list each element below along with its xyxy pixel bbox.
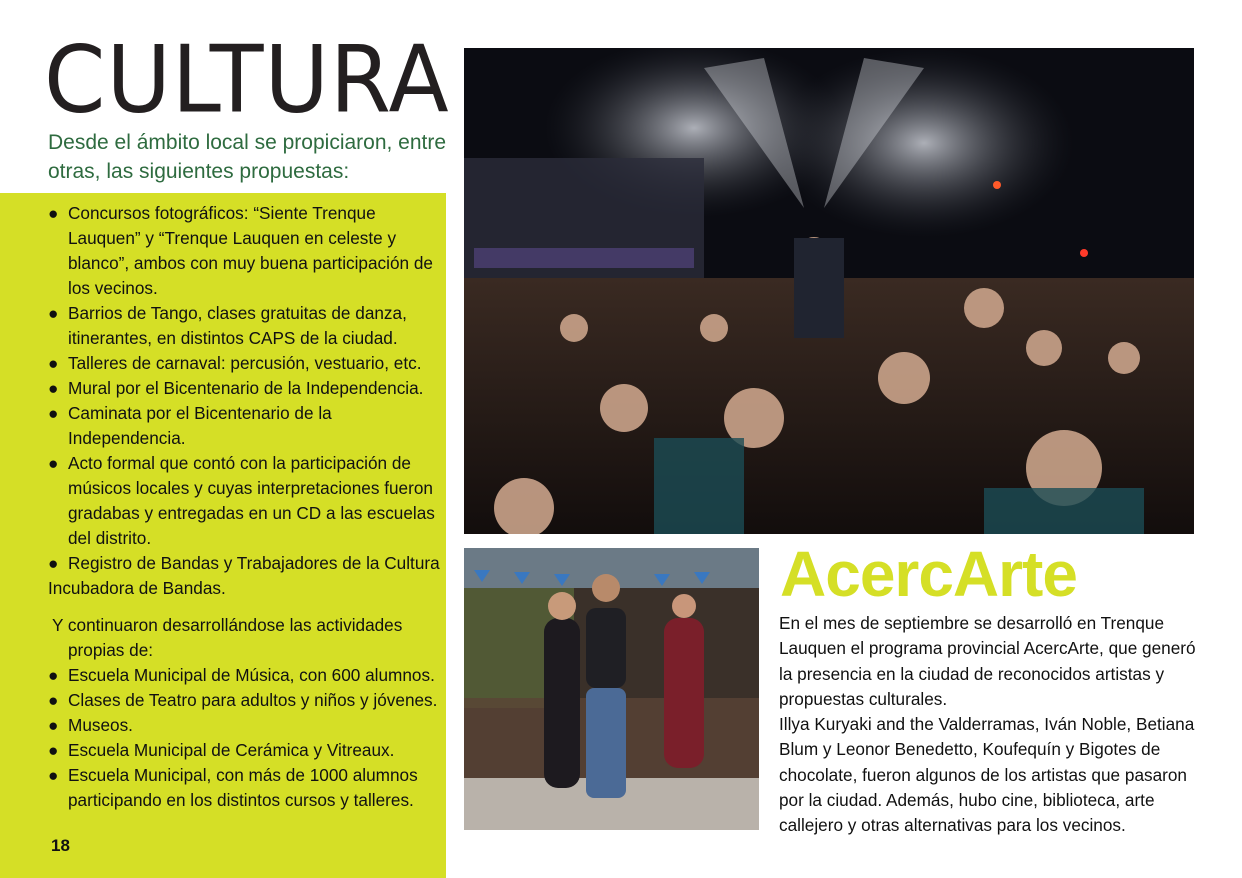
- acercarte-body: [779, 611, 1204, 839]
- acercarte-paragraph-1: En el mes de septiembre se desarrolló en Trenque Lauquen el programa provincial AcercArte, que generó la presencia en la ciudad de reconocidos artistas y propuestas culturales.: [779, 613, 1196, 709]
- acercarte-paragraph-2: Illya Kuryaki and the Valderramas, Iván Noble, Betiana Blum y Leonor Benedetto, Koufequín y Bigotes de chocolate, fueron algunos de los artistas que pasaron por la ciudad. Además, hubo cine, biblioteca, arte callejero y otras alternativas para los vecinos.: [779, 714, 1195, 836]
- list-item: ● Clases de Teatro para adultos y niños y jóvenes.: [48, 688, 443, 713]
- bullet-icon: ●: [48, 765, 59, 785]
- tango-dancers-illustration: [464, 548, 759, 830]
- bullet-icon: ●: [48, 690, 59, 710]
- bullet-icon: ●: [48, 715, 59, 735]
- continued-intro: Y continuaron desarrollándose las actividades propias de:: [52, 615, 403, 660]
- bullet-icon: ●: [48, 353, 59, 373]
- bullet-icon: ●: [48, 403, 59, 423]
- page-number: 18: [51, 836, 70, 855]
- list-item: ● Concursos fotográficos: “Siente Trenque Lauquen” y “Trenque Lauquen en celeste y blanco”, ambos con muy buena participación de los vecinos.: [48, 203, 433, 298]
- bullet-icon: ●: [48, 453, 59, 473]
- proposals-list: [48, 201, 443, 813]
- bullet-icon: ●: [48, 378, 59, 398]
- concert-crowd-photo: [464, 48, 1194, 534]
- list-item: ● Talleres de carnaval: percusión, vestuario, etc.: [48, 351, 443, 376]
- bullet-icon: ●: [48, 203, 59, 223]
- bullet-icon: ●: [48, 740, 59, 760]
- list-item: ● Barrios de Tango, clases gratuitas de danza, itinerantes, en distintos CAPS de la ciudad.: [48, 303, 407, 348]
- list-item-continuation: Incubadora de Bandas.: [48, 578, 226, 598]
- list-item: ● Escuela Municipal, con más de 1000 alumnos participando en los distintos cursos y talleres.: [48, 765, 418, 810]
- list-item: ● Mural por el Bicentenario de la Independencia.: [48, 376, 443, 401]
- list-item: ● Acto formal que contó con la participación de músicos locales y cuyas interpretaciones fueron gradabas y entregadas en un CD a las escuelas del distrito.: [48, 453, 435, 548]
- list-item: ● Escuela Municipal de Música, con 600 alumnos.: [48, 663, 443, 688]
- page-subtitle: Desde el ámbito local se propiciaron, entre otras, las siguientes propuestas:: [48, 131, 447, 183]
- tango-dancers-photo: [464, 548, 759, 830]
- list-item: ● Escuela Municipal de Cerámica y Vitreaux.: [48, 738, 443, 763]
- page-title: CULTURA: [44, 25, 450, 134]
- list-item: ● Registro de Bandas y Trabajadores de la Cultura: [48, 551, 443, 576]
- list-item: ● Museos.: [48, 713, 443, 738]
- bullet-icon: ●: [48, 303, 59, 323]
- acercarte-title: AcercArte: [780, 538, 1077, 610]
- bullet-icon: ●: [48, 665, 59, 685]
- concert-crowd-illustration: [464, 48, 1194, 534]
- bullet-icon: ●: [48, 553, 59, 573]
- list-item: ● Caminata por el Bicentenario de la Independencia.: [48, 403, 332, 448]
